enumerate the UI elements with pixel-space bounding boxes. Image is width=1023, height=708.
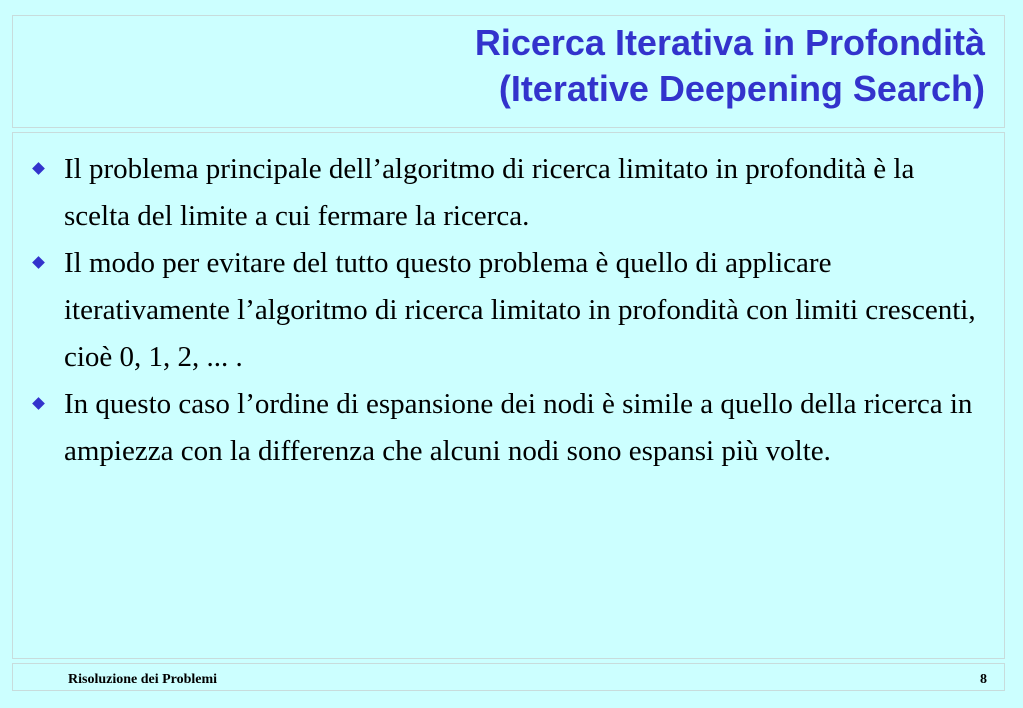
bullet-item [30,381,980,475]
bullet-item [30,240,980,381]
diamond-bullet-icon [32,397,45,410]
bullet-text: Il modo per evitare del tutto questo problema è quello di applicare iterativamente l’algoritmo di ricerca limitato in profondità con limiti crescenti, cioè 0, 1, 2, ... . [64,247,976,373]
bullet-text: In questo caso l’ordine di espansione dei nodi è simile a quello della ricerca in ampiezza con la differenza che alcuni nodi sono espansi più volte. [64,388,973,467]
slide-title-line-2: (Iterative Deepening Search) [498,68,985,109]
footer-course-title: Risoluzione dei Problemi [68,672,218,687]
diamond-bullet-icon [32,256,45,269]
bullet-text: Il problema principale dell’algoritmo di ricerca limitato in profondità è la scelta del limite a cui fermare la ricerca. [64,153,915,232]
bullet-item [30,146,980,240]
page-number: 8 [980,672,987,687]
slide-title [475,20,985,112]
bullet-list [30,146,980,475]
diamond-bullet-icon [32,162,45,175]
slide-title-line-1: Ricerca Iterativa in Profondità [474,22,985,63]
